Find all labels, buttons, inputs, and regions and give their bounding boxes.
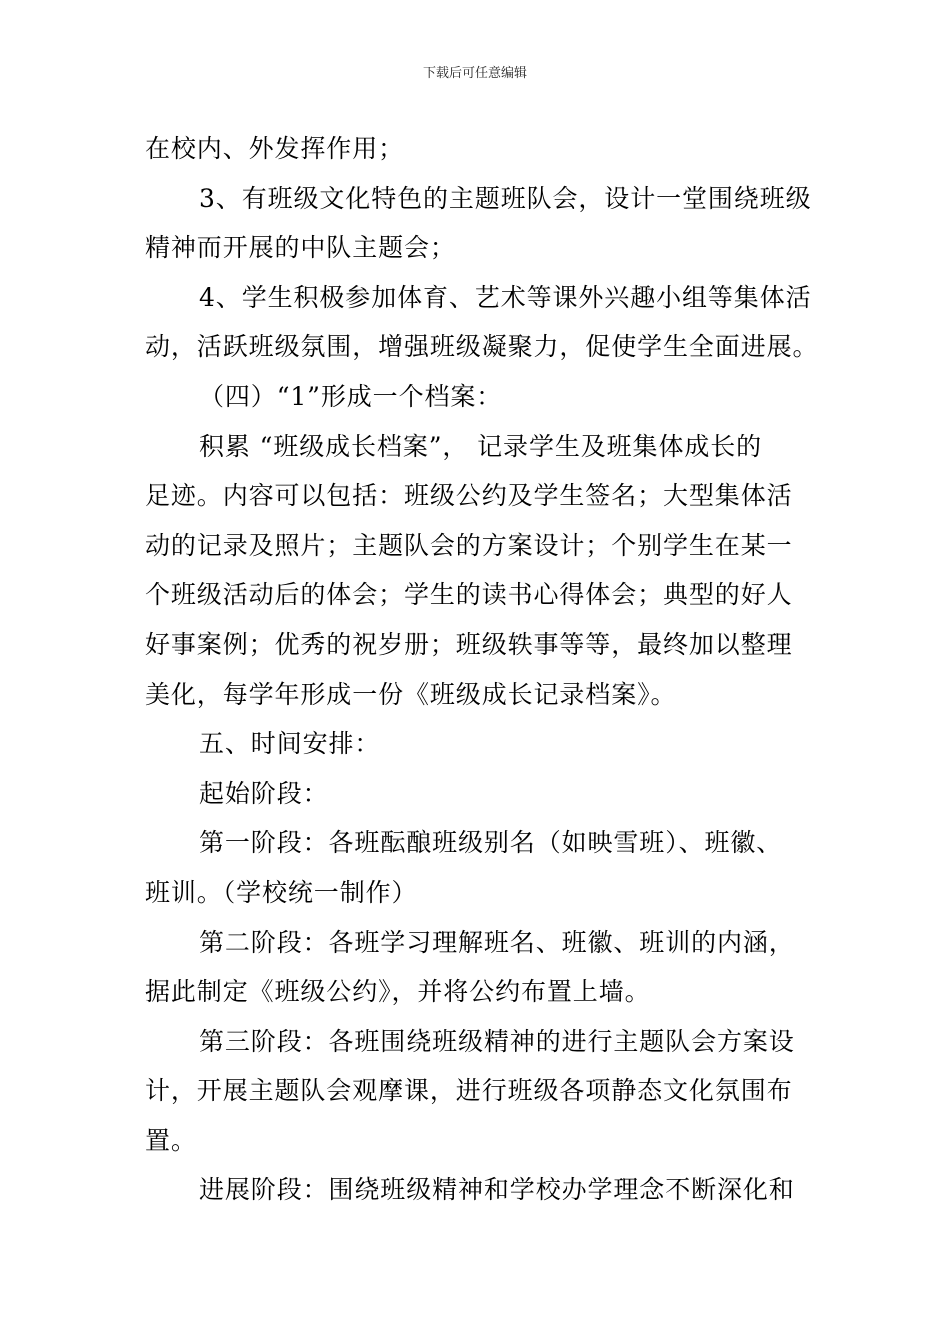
- page-header: 下载后可任意编辑: [422, 66, 527, 81]
- section-heading: （四）“1”形成一个档案：: [199, 381, 503, 411]
- text-line: 据此制定《班级公约》，并将公约布置上墙。: [145, 977, 651, 1007]
- document-body: [145, 124, 819, 1215]
- text-line: 个班级活动后的体会；学生的读书心得体会；典型的好人: [145, 580, 793, 610]
- text-line: 置。: [145, 1125, 197, 1155]
- text-line: 动，活跃班级氛围，增强班级凝聚力，促使学生全面进展。: [145, 332, 819, 362]
- text-line: 动的记录及照片；主题队会的方案设计；个别学生在某一: [145, 530, 793, 560]
- text-line: 美化，每学年形成一份《班级成长记录档案》。: [145, 679, 677, 709]
- text-line: 第一阶段：各班酝酿班级别名（如映雪班）、班徽、: [199, 828, 783, 858]
- text-line: 4、学生积极参加体育、艺术等课外兴趣小组等集体活: [199, 282, 812, 312]
- text-line: 第三阶段：各班围绕班级精神的进行主题队会方案设: [199, 1026, 795, 1056]
- text-line: 起始阶段：: [199, 778, 329, 808]
- text-line: 积累 “班级成长档案”， 记录学生及班集体成长的: [199, 431, 763, 461]
- text-line: 计，开展主题队会观摩课，进行班级各项静态文化氛围布: [145, 1076, 793, 1106]
- text-line: 足迹。内容可以包括：班级公约及学生签名；大型集体活: [145, 481, 793, 511]
- text-line: 3、有班级文化特色的主题班队会，设计一堂围绕班级: [199, 183, 812, 213]
- text-line: 班训。（学校统一制作）: [145, 877, 418, 907]
- text-line: 精神而开展的中队主题会；: [145, 233, 456, 263]
- text-line: 好事案例；优秀的祝岁册；班级轶事等等，最终加以整理: [145, 629, 793, 659]
- text-line: 第二阶段：各班学习理解班名、班徽、班训的内涵，: [199, 927, 795, 957]
- text-line: 在校内、外发挥作用；: [145, 134, 405, 163]
- section-heading: 五、时间安排：: [199, 729, 381, 759]
- text-line: 进展阶段：围绕班级精神和学校办学理念不断深化和: [199, 1175, 795, 1205]
